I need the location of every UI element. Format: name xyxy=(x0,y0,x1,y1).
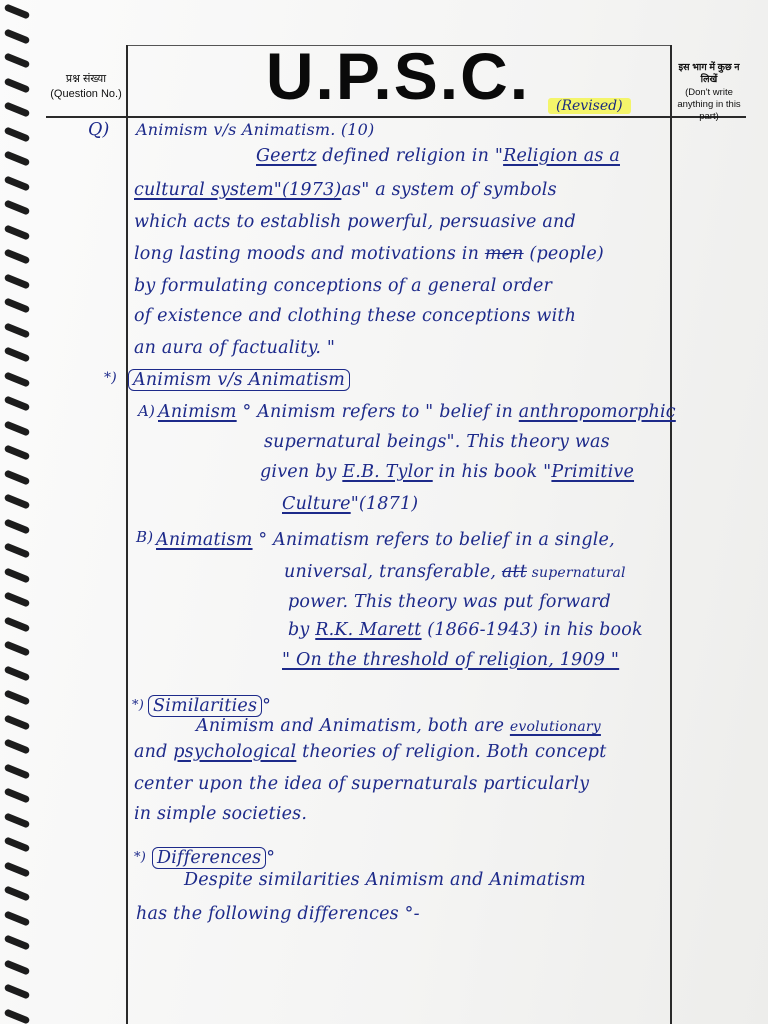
spiral-coil xyxy=(4,469,31,485)
animatism-marker: B) xyxy=(136,528,154,546)
animatism-line-3: power. This theory was put forward xyxy=(288,592,611,612)
spiral-coil xyxy=(4,175,31,191)
intro-line-2: cultural system"(1973)as" a system of symbols xyxy=(134,180,557,200)
spiral-coil xyxy=(4,738,31,754)
left-margin-line xyxy=(126,45,128,1024)
author-marett: R.K. Marett xyxy=(315,620,422,640)
spiral-coil xyxy=(4,150,31,166)
animism-line-1: Animism ° Animism refers to " belief in anthropomorphic xyxy=(158,402,676,422)
term-anthropomorphic: anthropomorphic xyxy=(518,402,676,422)
section-heading-box: Animism v/s Animatism xyxy=(128,369,350,391)
intro-line-6: of existence and clothing these conceptions with xyxy=(134,306,577,326)
differences-line-1: Despite similarities Animism and Animatism xyxy=(184,870,586,890)
animism-label: Animism xyxy=(158,402,237,422)
header-rule xyxy=(46,116,746,118)
spiral-coil xyxy=(4,273,31,289)
animism-line-2: supernatural beings". This theory was xyxy=(264,432,610,452)
similarities-line-1: Animism and Animatism, both are evolutionary xyxy=(196,716,601,736)
book-title-part-1: Religion as a xyxy=(503,146,620,166)
differences-line-2: has the following differences °- xyxy=(136,904,420,924)
spiral-coil xyxy=(4,910,31,926)
spiral-coil xyxy=(4,248,31,264)
author-geertz: Geertz xyxy=(256,146,317,166)
similarities-line-2: and psychological theories of religion. Both concept xyxy=(134,742,607,762)
similarities-bullet: *) xyxy=(132,698,144,713)
term-evolutionary: evolutionary xyxy=(509,719,601,735)
section-heading xyxy=(128,370,350,390)
spiral-coil xyxy=(4,77,31,93)
question-number-english: (Question No.) xyxy=(50,87,122,100)
spiral-coil xyxy=(4,616,31,632)
book-title-part-2: cultural system"(1973) xyxy=(134,180,342,200)
spiral-coil xyxy=(4,689,31,705)
struck-word: men xyxy=(484,244,524,264)
intro-line-4: long lasting moods and motivations in men (people) xyxy=(134,244,604,264)
spiral-coil xyxy=(4,101,31,117)
spiral-coil xyxy=(4,591,31,607)
animism-marker: A) xyxy=(138,402,156,420)
spiral-coil xyxy=(4,934,31,950)
spiral-coil xyxy=(4,28,31,44)
spiral-coil xyxy=(4,812,31,828)
intro-line-3: which acts to establish powerful, persuasive and xyxy=(134,212,576,232)
question-marker: Q) xyxy=(88,120,110,140)
spiral-coil xyxy=(4,861,31,877)
spiral-coil xyxy=(4,714,31,730)
animatism-line-4: by R.K. Marett (1866-1943) in his book xyxy=(288,620,643,640)
spiral-coil xyxy=(4,567,31,583)
author-tylor: E.B. Tylor xyxy=(342,462,433,482)
spiral-coil xyxy=(4,224,31,240)
book-primitive: Primitive xyxy=(551,462,635,482)
spiral-coil xyxy=(4,518,31,534)
spiral-coil xyxy=(4,420,31,436)
section-bullet: *) xyxy=(104,370,117,386)
spiral-coil xyxy=(4,322,31,338)
page-title: U.P.S.C. xyxy=(265,39,531,113)
differences-heading: Differences ° xyxy=(152,848,275,868)
book-culture: Culture xyxy=(282,494,351,514)
spiral-coil xyxy=(4,395,31,411)
spiral-coil xyxy=(4,493,31,509)
spiral-coil xyxy=(4,3,31,19)
spiral-coil xyxy=(4,297,31,313)
right-margin-line xyxy=(670,45,672,1024)
spiral-coil xyxy=(4,1008,31,1024)
animatism-line-5 xyxy=(282,650,619,670)
similarities-line-3: center upon the idea of supernaturals particularly xyxy=(134,774,590,794)
spiral-coil xyxy=(4,542,31,558)
spiral-binding xyxy=(0,0,34,1024)
similarities-heading: Similarities ° xyxy=(148,696,271,716)
differences-bullet: *) xyxy=(134,850,146,865)
spiral-coil xyxy=(4,885,31,901)
term-psychological: psychological xyxy=(173,742,297,762)
animatism-label: Animatism xyxy=(156,530,253,550)
margin-note xyxy=(670,62,748,124)
spiral-coil xyxy=(4,52,31,68)
margin-note-hindi: इस भाग में कुछ न लिखें xyxy=(678,62,740,86)
spiral-coil xyxy=(4,444,31,460)
intro-line-1: Geertz defined religion in "Religion as a xyxy=(256,146,620,166)
revised-badge: (Revised) xyxy=(548,98,631,114)
question-number-label xyxy=(46,72,126,102)
animism-line-3: given by E.B. Tylor in his book "Primitive xyxy=(260,462,635,482)
spiral-coil xyxy=(4,371,31,387)
spiral-coil xyxy=(4,126,31,142)
question-number-hindi: प्रश्न संख्या xyxy=(65,73,107,85)
intro-line-7: an aura of factuality. " xyxy=(134,338,336,358)
spiral-coil xyxy=(4,983,31,999)
similarities-line-4: in simple societies. xyxy=(134,804,308,824)
intro-line-5: by formulating conceptions of a general order xyxy=(134,276,553,296)
spiral-coil xyxy=(4,640,31,656)
animism-line-4: Culture"(1871) xyxy=(282,494,419,514)
spiral-coil xyxy=(4,787,31,803)
animatism-line-2: universal, transferable, att supernatural xyxy=(284,562,626,582)
spiral-coil xyxy=(4,665,31,681)
margin-note-english: (Don't write anything in this part) xyxy=(677,86,741,123)
question-text: Animism v/s Animatism. (10) xyxy=(136,120,375,139)
spiral-coil xyxy=(4,959,31,975)
spiral-coil xyxy=(4,346,31,362)
spiral-coil xyxy=(4,836,31,852)
spiral-coil xyxy=(4,199,31,215)
spiral-coil xyxy=(4,763,31,779)
struck-word-2: att xyxy=(501,562,527,582)
book-threshold: " On the threshold of religion, 1909 " xyxy=(282,650,620,670)
animatism-line-1: Animatism ° Animatism refers to belief in a single, xyxy=(156,530,615,550)
